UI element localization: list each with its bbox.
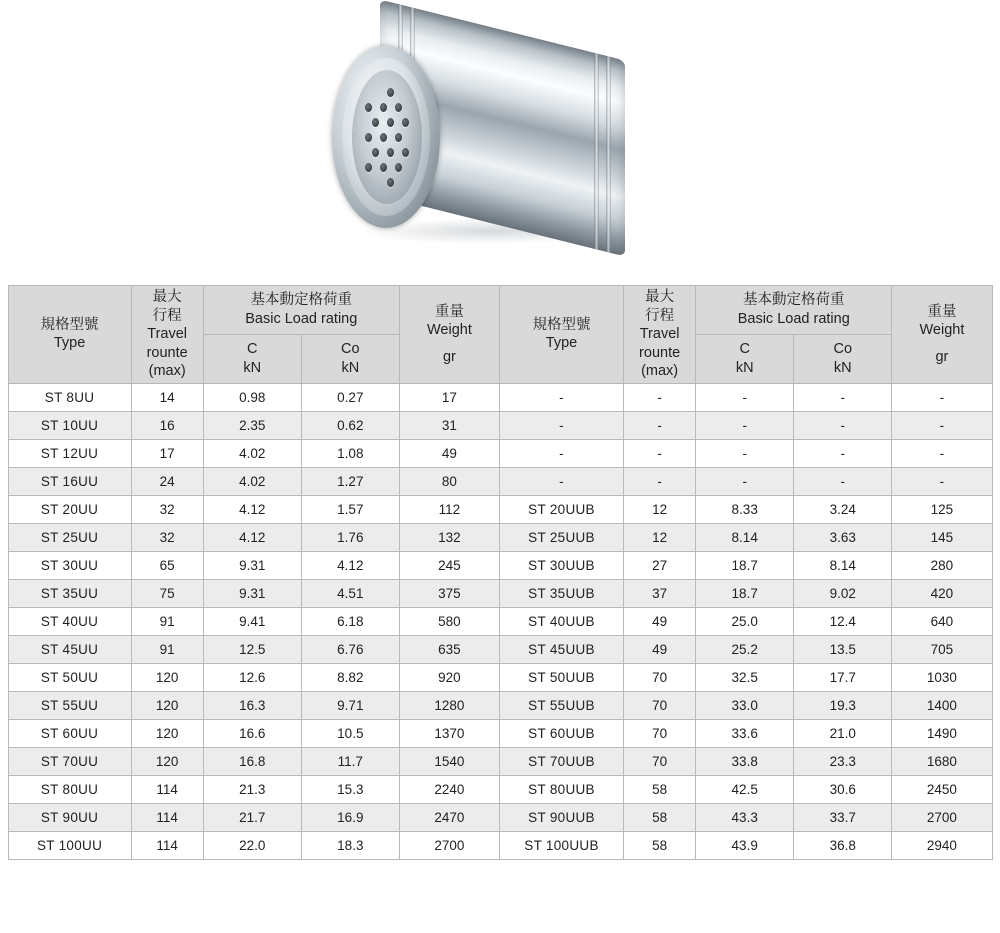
cell-travel-max: 65	[131, 551, 203, 579]
cell-load-co: 1.27	[301, 467, 399, 495]
table-row	[8, 467, 992, 495]
cell-travel-max: 58	[624, 775, 696, 803]
ball-hole	[402, 148, 409, 157]
header-travel-right	[624, 286, 696, 384]
cell-load-c: 33.0	[696, 691, 794, 719]
cell-weight: 1280	[399, 691, 499, 719]
header-travel-cn1-2: 最大	[645, 289, 675, 305]
cell-travel-max: 58	[624, 803, 696, 831]
cell-load-c: 2.35	[203, 411, 301, 439]
cell-load-c: 12.5	[203, 635, 301, 663]
cell-type: ST 55UU	[8, 691, 131, 719]
ball-retainer-holes	[352, 70, 422, 204]
cell-type: -	[499, 411, 623, 439]
cell-travel-max: 24	[131, 467, 203, 495]
header-travel-cn2-2: 行程	[645, 307, 675, 324]
cell-type: -	[499, 467, 623, 495]
bearing-bore	[352, 70, 422, 204]
table-body	[8, 383, 992, 859]
cell-weight: 640	[892, 607, 992, 635]
cell-type: ST 35UU	[8, 579, 131, 607]
cell-type: ST 16UU	[8, 467, 131, 495]
cell-type: ST 30UU	[8, 551, 131, 579]
cell-load-co: 18.3	[301, 831, 399, 859]
cell-load-co: 33.7	[794, 803, 892, 831]
cell-weight: 49	[399, 439, 499, 467]
cell-load-co: 30.6	[794, 775, 892, 803]
product-image-area	[0, 0, 1000, 285]
cell-weight: 132	[399, 523, 499, 551]
cell-load-co: 9.71	[301, 691, 399, 719]
cell-travel-max: 114	[131, 803, 203, 831]
cell-load-co: 16.9	[301, 803, 399, 831]
cell-travel-max: -	[624, 411, 696, 439]
cell-type: ST 90UUB	[499, 803, 623, 831]
cell-travel-max: 120	[131, 663, 203, 691]
ball-hole	[372, 148, 379, 157]
table-row	[8, 803, 992, 831]
header-travel-max: (max)	[148, 363, 186, 380]
cell-weight: 920	[399, 663, 499, 691]
cell-weight: 1030	[892, 663, 992, 691]
cell-weight: 145	[892, 523, 992, 551]
sleeve-groove	[606, 56, 611, 253]
cell-type: ST 35UUB	[499, 579, 623, 607]
header-travel-en2-2: rounte	[639, 344, 681, 361]
header-travel-en1: Travel	[147, 326, 188, 343]
cell-load-c: -	[696, 467, 794, 495]
cell-load-c: 25.2	[696, 635, 794, 663]
table-row	[8, 439, 992, 467]
cell-load-co: 17.7	[794, 663, 892, 691]
cell-type: -	[499, 439, 623, 467]
cell-travel-max: 70	[624, 747, 696, 775]
ball-hole	[372, 118, 379, 127]
cell-weight: -	[892, 439, 992, 467]
cell-load-co: 9.02	[794, 579, 892, 607]
ball-hole	[365, 103, 372, 112]
ball-hole	[402, 118, 409, 127]
cell-travel-max: 70	[624, 663, 696, 691]
table-header	[8, 286, 992, 384]
ball-hole	[387, 88, 394, 97]
header-load-c-right	[696, 334, 794, 383]
cell-type: ST 80UUB	[499, 775, 623, 803]
cell-load-c: 9.31	[203, 551, 301, 579]
cell-type: ST 50UU	[8, 663, 131, 691]
cell-type: ST 100UUB	[499, 831, 623, 859]
table-row	[8, 663, 992, 691]
table-row	[8, 775, 992, 803]
header-type-en-2: Type	[545, 335, 578, 352]
ball-hole	[387, 118, 394, 127]
cell-load-c: 16.6	[203, 719, 301, 747]
cell-weight: 1490	[892, 719, 992, 747]
cell-weight: 635	[399, 635, 499, 663]
cell-load-c: 4.12	[203, 523, 301, 551]
cell-weight: 1400	[892, 691, 992, 719]
header-type-cn: 規格型號	[40, 316, 99, 333]
cell-load-c: 33.6	[696, 719, 794, 747]
ball-hole	[395, 103, 402, 112]
cell-type: ST 45UU	[8, 635, 131, 663]
cell-load-c: 42.5	[696, 775, 794, 803]
header-load-right	[696, 286, 892, 335]
cell-travel-max: 12	[624, 523, 696, 551]
cell-weight: 420	[892, 579, 992, 607]
table-row	[8, 747, 992, 775]
cell-travel-max: 27	[624, 551, 696, 579]
cell-load-c: 21.7	[203, 803, 301, 831]
cell-load-co: 3.63	[794, 523, 892, 551]
cell-travel-max: 114	[131, 775, 203, 803]
cell-type: ST 20UU	[8, 495, 131, 523]
header-load-en-2: Basic Load rating	[737, 310, 850, 327]
table-row	[8, 383, 992, 411]
table-row	[8, 579, 992, 607]
cell-travel-max: 17	[131, 439, 203, 467]
cell-load-co: 4.12	[301, 551, 399, 579]
header-travel-left	[131, 286, 203, 384]
cell-load-co: -	[794, 467, 892, 495]
specification-table	[8, 285, 993, 860]
cell-type: ST 10UU	[8, 411, 131, 439]
header-load-left	[203, 286, 399, 335]
cell-type: ST 55UUB	[499, 691, 623, 719]
cell-travel-max: -	[624, 439, 696, 467]
cell-load-co: 6.18	[301, 607, 399, 635]
header-travel-en2: rounte	[146, 344, 188, 361]
cell-type: ST 70UU	[8, 747, 131, 775]
cell-weight: 2940	[892, 831, 992, 859]
cell-weight: 2450	[892, 775, 992, 803]
cell-load-c: 4.02	[203, 467, 301, 495]
cell-load-c: 21.3	[203, 775, 301, 803]
cell-load-c: -	[696, 439, 794, 467]
table-row	[8, 831, 992, 859]
header-type-right	[499, 286, 623, 384]
cell-load-c: 43.3	[696, 803, 794, 831]
table-row	[8, 495, 992, 523]
cell-weight: 1370	[399, 719, 499, 747]
cell-weight: 375	[399, 579, 499, 607]
cell-type: ST 12UU	[8, 439, 131, 467]
cell-type: ST 25UUB	[499, 523, 623, 551]
cell-load-c: 9.41	[203, 607, 301, 635]
cell-load-c: 12.6	[203, 663, 301, 691]
cell-load-c: -	[696, 411, 794, 439]
header-load-co-left	[301, 334, 399, 383]
cell-load-c: -	[696, 383, 794, 411]
header-load-en: Basic Load rating	[245, 310, 358, 327]
header-co-unit-2: kN	[833, 359, 852, 376]
cell-load-co: 11.7	[301, 747, 399, 775]
cell-weight: 245	[399, 551, 499, 579]
header-travel-cn2: 行程	[152, 307, 182, 324]
cell-weight: -	[892, 411, 992, 439]
header-load-c-left	[203, 334, 301, 383]
cell-travel-max: 70	[624, 691, 696, 719]
header-travel-en1-2: Travel	[639, 326, 680, 343]
cell-type: ST 20UUB	[499, 495, 623, 523]
header-co-unit: kN	[341, 359, 360, 376]
cell-weight: 2700	[892, 803, 992, 831]
cell-load-c: 22.0	[203, 831, 301, 859]
cell-travel-max: 75	[131, 579, 203, 607]
table-row	[8, 523, 992, 551]
cell-load-c: 18.7	[696, 579, 794, 607]
cell-weight: -	[892, 467, 992, 495]
cell-travel-max: -	[624, 467, 696, 495]
cell-travel-max: 58	[624, 831, 696, 859]
cell-type: ST 80UU	[8, 775, 131, 803]
ball-hole	[395, 163, 402, 172]
cell-load-co: 12.4	[794, 607, 892, 635]
header-c-unit-2: kN	[735, 359, 754, 376]
cell-load-co: 19.3	[794, 691, 892, 719]
cell-load-c: 8.33	[696, 495, 794, 523]
ball-hole	[380, 133, 387, 142]
header-c-unit: kN	[243, 359, 262, 376]
cell-type: ST 60UUB	[499, 719, 623, 747]
ball-hole	[380, 163, 387, 172]
cell-travel-max: 12	[624, 495, 696, 523]
header-weight-en-2: Weight	[919, 322, 965, 339]
ball-hole	[395, 133, 402, 142]
cell-weight: 17	[399, 383, 499, 411]
cell-travel-max: 37	[624, 579, 696, 607]
table-row	[8, 411, 992, 439]
cell-travel-max: 91	[131, 635, 203, 663]
cell-load-c: 4.02	[203, 439, 301, 467]
header-load-cn-2: 基本動定格荷重	[742, 292, 845, 309]
header-type-en: Type	[53, 335, 86, 352]
cell-travel-max: 32	[131, 523, 203, 551]
header-weight-unit: gr	[442, 348, 456, 365]
cell-load-co: 0.62	[301, 411, 399, 439]
cell-load-co: 13.5	[794, 635, 892, 663]
ball-hole	[365, 133, 372, 142]
cell-load-c: 18.7	[696, 551, 794, 579]
cell-weight: 2470	[399, 803, 499, 831]
ball-hole	[387, 148, 394, 157]
header-type-cn-2: 規格型號	[532, 316, 591, 333]
cell-type: ST 8UU	[8, 383, 131, 411]
cell-type: ST 45UUB	[499, 635, 623, 663]
cell-weight: 80	[399, 467, 499, 495]
header-weight-cn-2: 重量	[927, 303, 957, 320]
cell-load-c: 32.5	[696, 663, 794, 691]
cell-travel-max: 91	[131, 607, 203, 635]
header-row-top	[8, 286, 992, 335]
cell-travel-max: 120	[131, 719, 203, 747]
cell-load-co: 8.14	[794, 551, 892, 579]
cell-weight: 1540	[399, 747, 499, 775]
cell-travel-max: 16	[131, 411, 203, 439]
cell-travel-max: 49	[624, 607, 696, 635]
cell-type: ST 100UU	[8, 831, 131, 859]
cell-load-c: 16.3	[203, 691, 301, 719]
cell-weight: 112	[399, 495, 499, 523]
cell-travel-max: 70	[624, 719, 696, 747]
cell-load-co: 23.3	[794, 747, 892, 775]
cell-travel-max: 114	[131, 831, 203, 859]
header-weight-left	[399, 286, 499, 384]
header-weight-right	[892, 286, 992, 384]
table-row	[8, 719, 992, 747]
table-row	[8, 635, 992, 663]
cell-load-co: 15.3	[301, 775, 399, 803]
cell-weight: 31	[399, 411, 499, 439]
header-travel-max-2: (max)	[641, 363, 679, 380]
cell-weight: 705	[892, 635, 992, 663]
table-row	[8, 607, 992, 635]
header-type-left	[8, 286, 131, 384]
cell-travel-max: 120	[131, 747, 203, 775]
cell-load-co: -	[794, 383, 892, 411]
cell-weight: 125	[892, 495, 992, 523]
cell-load-co: -	[794, 439, 892, 467]
cell-travel-max: 120	[131, 691, 203, 719]
table-row	[8, 551, 992, 579]
cell-type: ST 70UUB	[499, 747, 623, 775]
ball-hole	[380, 103, 387, 112]
cell-load-c: 8.14	[696, 523, 794, 551]
table-row	[8, 691, 992, 719]
cell-weight: -	[892, 383, 992, 411]
linear-ball-bearing-photo	[322, 8, 672, 253]
header-weight-unit-2: gr	[935, 348, 949, 365]
cell-travel-max: 14	[131, 383, 203, 411]
cell-weight: 1680	[892, 747, 992, 775]
cell-type: ST 60UU	[8, 719, 131, 747]
cell-load-co: 21.0	[794, 719, 892, 747]
header-co-symbol: Co	[341, 341, 360, 358]
cell-load-c: 33.8	[696, 747, 794, 775]
cell-load-co: 8.82	[301, 663, 399, 691]
cell-type: -	[499, 383, 623, 411]
cell-load-co: 4.51	[301, 579, 399, 607]
cell-type: ST 50UUB	[499, 663, 623, 691]
cell-load-co: 1.76	[301, 523, 399, 551]
cell-type: ST 90UU	[8, 803, 131, 831]
cell-load-co: 0.27	[301, 383, 399, 411]
cell-load-c: 9.31	[203, 579, 301, 607]
sleeve-groove	[594, 53, 599, 250]
header-co-symbol-2: Co	[833, 341, 853, 358]
cell-load-co: 6.76	[301, 635, 399, 663]
cell-load-c: 43.9	[696, 831, 794, 859]
cell-travel-max: 49	[624, 635, 696, 663]
cell-weight: 280	[892, 551, 992, 579]
cell-load-c: 0.98	[203, 383, 301, 411]
cell-travel-max: 32	[131, 495, 203, 523]
cell-load-c: 4.12	[203, 495, 301, 523]
ball-hole	[365, 163, 372, 172]
cell-weight: 2240	[399, 775, 499, 803]
header-travel-cn1: 最大	[152, 289, 182, 305]
cell-type: ST 25UU	[8, 523, 131, 551]
cell-load-co: 1.08	[301, 439, 399, 467]
cell-weight: 2700	[399, 831, 499, 859]
cell-load-co: 3.24	[794, 495, 892, 523]
cell-weight: 580	[399, 607, 499, 635]
cell-load-co: 36.8	[794, 831, 892, 859]
ball-hole	[387, 178, 394, 187]
cell-load-c: 16.8	[203, 747, 301, 775]
cell-load-co: 1.57	[301, 495, 399, 523]
cell-load-co: 10.5	[301, 719, 399, 747]
header-load-cn: 基本動定格荷重	[250, 292, 353, 309]
cell-load-c: 25.0	[696, 607, 794, 635]
header-weight-en: Weight	[426, 322, 472, 339]
header-load-co-right	[794, 334, 892, 383]
cell-travel-max: -	[624, 383, 696, 411]
cell-type: ST 40UU	[8, 607, 131, 635]
cell-load-co: -	[794, 411, 892, 439]
cell-type: ST 40UUB	[499, 607, 623, 635]
header-c-symbol: C	[246, 341, 258, 358]
cell-type: ST 30UUB	[499, 551, 623, 579]
header-weight-cn: 重量	[434, 303, 464, 320]
header-c-symbol-2: C	[739, 341, 750, 358]
